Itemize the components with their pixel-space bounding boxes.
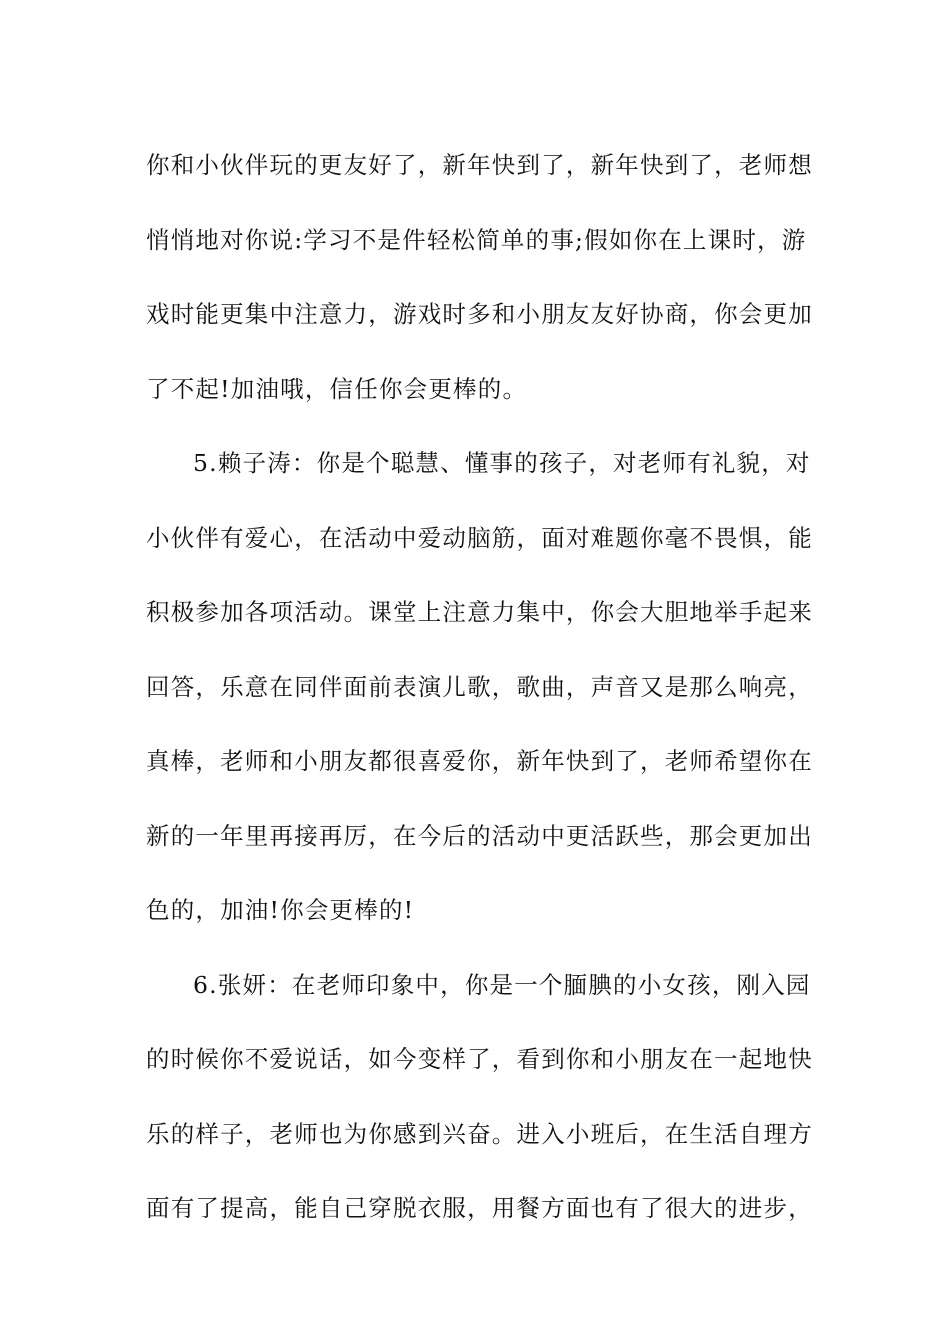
text-line: 你和小伙伴玩的更友好了，新年快到了，新年快到了，老师想 (146, 151, 813, 179)
text-line: 色的，加油!你会更棒的! (146, 896, 415, 924)
text-line: 了不起!加油哦，信任你会更棒的。 (146, 374, 528, 403)
text-line: 小伙伴有爱心，在活动中爱动脑筋，面对难题你毫不畏惧，能 (146, 523, 813, 552)
text-line: 回答，乐意在同伴面前表演儿歌，歌曲，声音又是那么响亮， (146, 672, 813, 701)
paragraph-continuation (146, 128, 813, 426)
text-line: 乐的样子，老师也为你感到兴奋。进入小班后，在生活自理方 (146, 1119, 813, 1148)
text-line: 新的一年里再接再厉，在今后的活动中更活跃些，那会更加出 (146, 821, 813, 850)
paragraph-item-5 (146, 426, 813, 948)
text-line: 面有了提高，能自己穿脱衣服，用餐方面也有了很大的进步， (146, 1194, 813, 1222)
paragraph-item-6 (146, 948, 813, 1246)
document-body (146, 128, 813, 1246)
text-line: 5.赖子涛：你是个聪慧、懂事的孩子，对老师有礼貌，对 (193, 449, 811, 477)
text-line: 的时候你不爱说话，如今变样了，看到你和小朋友在一起地快 (146, 1045, 813, 1073)
text-line: 真棒，老师和小朋友都很喜爱你，新年快到了，老师希望你在 (146, 747, 813, 775)
text-line: 6.张妍：在老师印象中，你是一个腼腆的小女孩，刚入园 (193, 970, 811, 999)
text-line: 积极参加各项活动。课堂上注意力集中，你会大胆地举手起来 (146, 598, 813, 626)
text-line: 戏时能更集中注意力，游戏时多和小朋友友好协商，你会更加 (146, 300, 813, 328)
text-line: 悄悄地对你说:学习不是件轻松简单的事;假如你在上课时，游 (146, 225, 807, 254)
